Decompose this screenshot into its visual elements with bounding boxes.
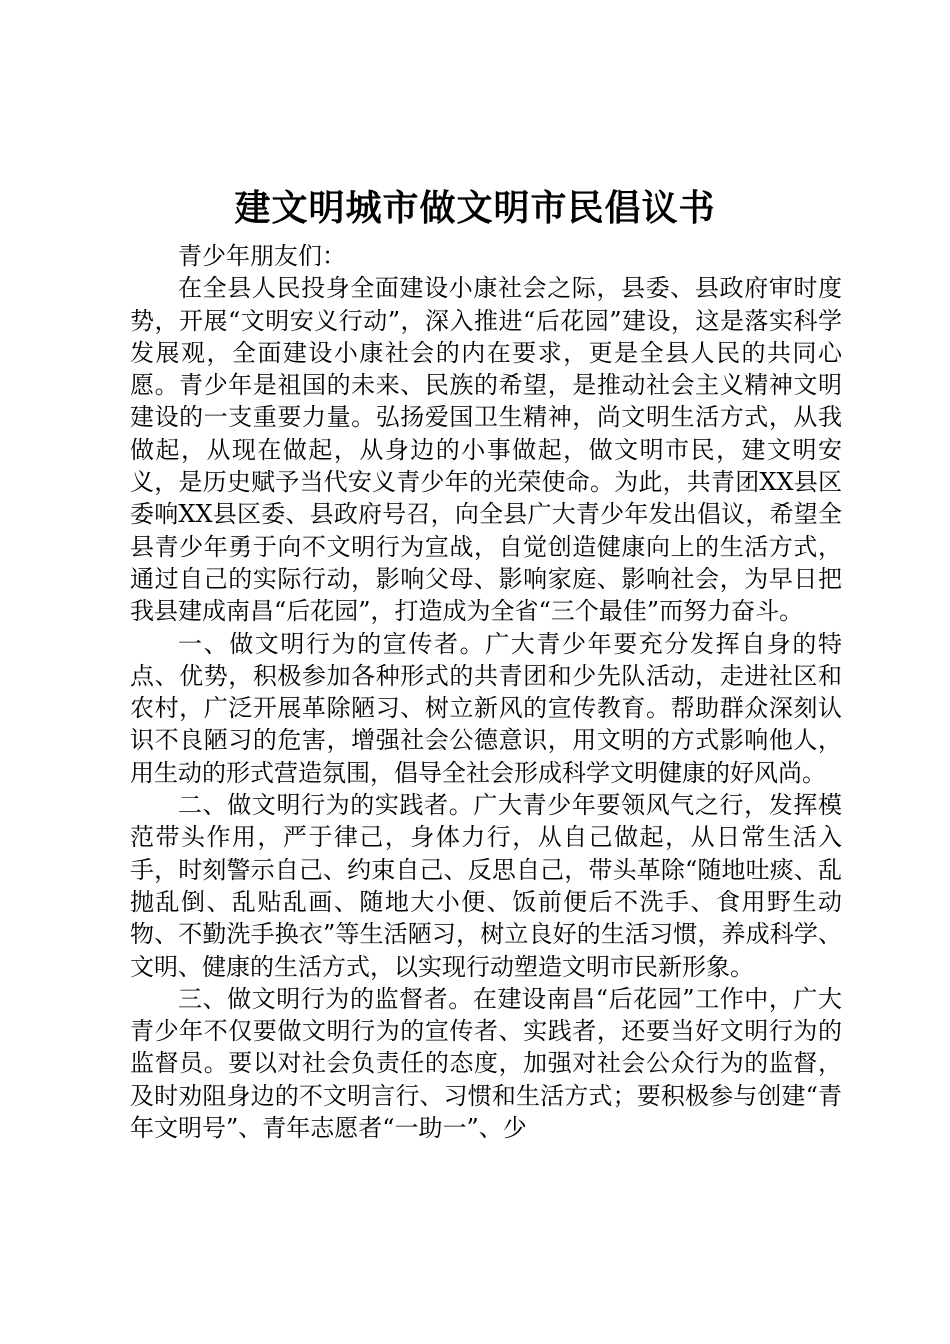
paragraph-practitioner: 二、做文明行为的实践者。广大青少年要领风气之行，发挥模范带头作用，严于律己，身体力行，从自己做起，从日常生活入手，时刻警示自己、约束自己、反思自己，带头革除“随地吐痰、乱抛乱倒、乱贴乱画、随地大小便、饭前便后不洗手、食用野生动物、不勤洗手换衣”等生活陋习，树立良好的生活习惯，养成科学、文明、健康的生活方式，以实现行动塑造文明市民新形象。 bbox=[130, 791, 842, 981]
document-body bbox=[130, 240, 842, 1144]
paragraph-intro: 在全县人民投身全面建设小康社会之际，县委、县政府审时度势，开展“文明安义行动”，深入推进“后花园”建设，这是落实科学发展观，全面建设小康社会的内在要求，更是全县人民的共同心愿。青少年是祖国的未来、民族的希望，是推动社会主义精神文明建设的一支重要力量。弘扬爱国卫生精神，尚文明生活方式，从我做起，从现在做起，从身边的小事做起，做文明市民，建文明安义，是历史赋予当代安义青少年的光荣使命。为此，共青团XX县区委响XX县区委、县政府号召，向全县广大青少年发出倡议，希望全县青少年勇于向不文明行为宣战，自觉创造健康向上的生活方式，通过自己的实际行动，影响父母、影响家庭、影响社会，为早日把我县建成南昌“后花园”，打造成为全省“三个最佳”而努力奋斗。 bbox=[130, 274, 842, 626]
paragraph-supervisor: 三、做文明行为的监督者。在建设南昌“后花园”工作中，广大青少年不仅要做文明行为的宣传者、实践者，还要当好文明行为的监督员。要以对社会负责任的态度，加强对社会公众行为的监督，及时劝阻身边的不文明言行、习惯和生活方式；要积极参与创建“青年文明号”、青年志愿者“一助一”、少 bbox=[130, 984, 842, 1143]
document-title: 建文明城市做文明市民倡议书 bbox=[234, 187, 716, 229]
paragraph-publicist: 一、做文明行为的宣传者。广大青少年要充分发挥自身的特点、优势，积极参加各种形式的共青团和少先队活动，走进社区和农村，广泛开展革除陋习、树立新风的宣传教育。帮助群众深刻认识不良陋习的危害，增强社会公德意识，用文明的方式影响他人，用生动的形式营造氛围，倡导全社会形成科学文明健康的好风尚。 bbox=[130, 629, 842, 787]
salutation: 青少年朋友们： bbox=[178, 242, 346, 270]
